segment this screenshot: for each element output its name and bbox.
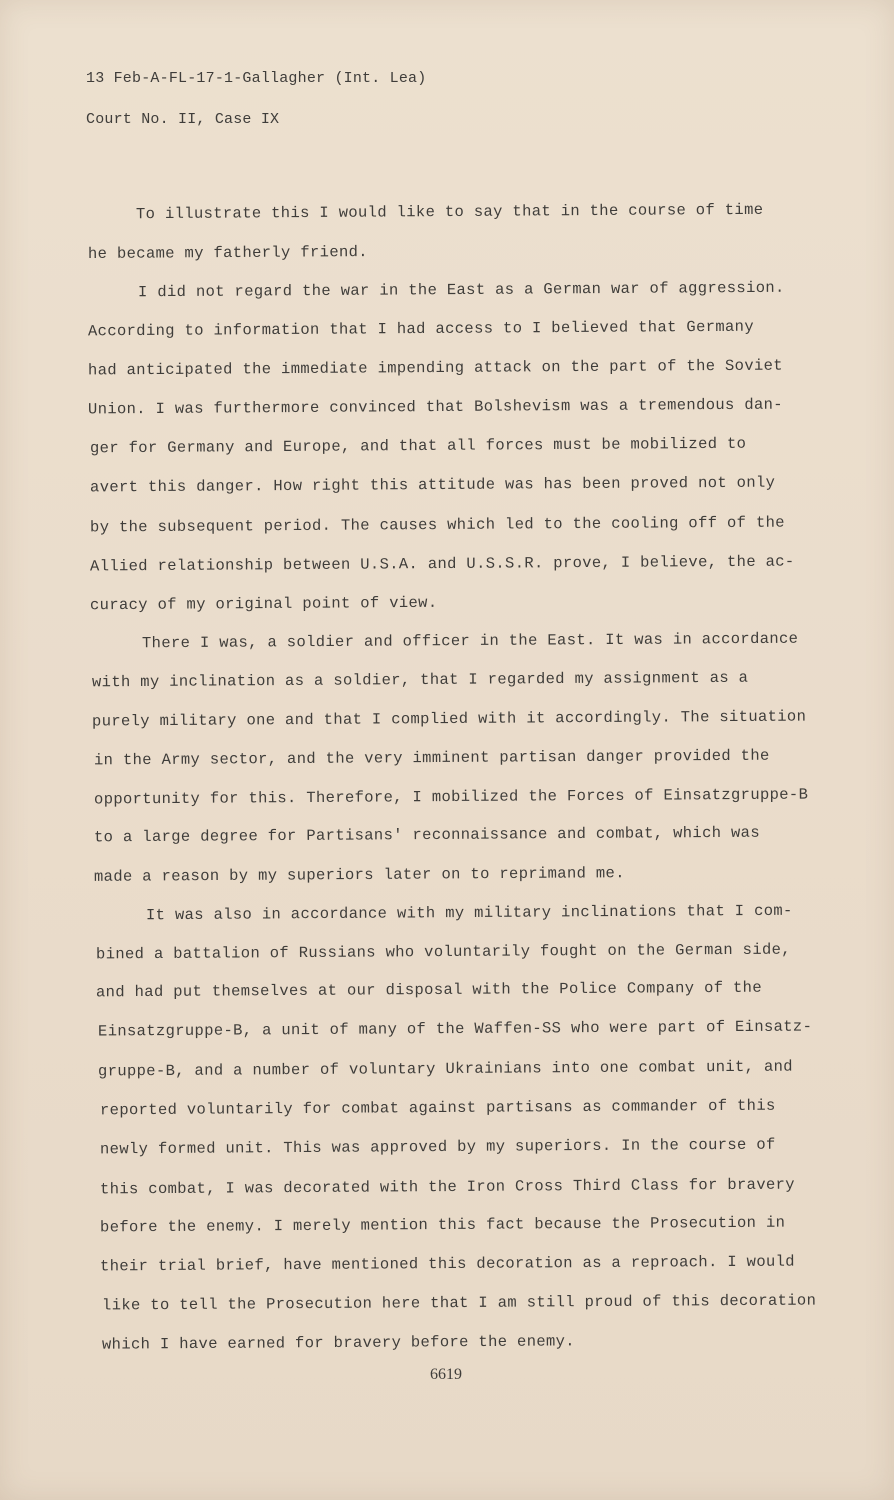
text-line: According to information that I had access to I believed that Germany bbox=[87, 317, 755, 341]
text-line: There I was, a soldier and officer in the East. It was in accordance bbox=[141, 629, 799, 653]
document-reference: 13 Feb-A-FL-17-1-Gallagher (Int. Lea) bbox=[86, 70, 427, 87]
text-line: Union. I was furthermore convinced that Bolshevism was a tremendous dan- bbox=[87, 395, 783, 419]
text-line: curacy of my original point of view. bbox=[89, 593, 438, 615]
text-line: and had put themselves at our disposal with the Police Company of the bbox=[95, 978, 763, 1002]
text-line: like to tell the Prosecution here that I am still proud of this decoration bbox=[101, 1291, 817, 1315]
text-line: made a reason by my superiors later on to reprimand me. bbox=[93, 864, 625, 886]
text-line: It was also in accordance with my military inclinations that I com- bbox=[145, 901, 793, 925]
text-line: before the enemy. I merely mention this fact because the Prosecution in bbox=[99, 1213, 786, 1237]
text-line: which I have earned for bravery before the enemy. bbox=[101, 1332, 575, 1354]
text-line: in the Army sector, and the very imminent partisan danger provided the bbox=[93, 746, 770, 770]
text-line: had anticipated the immediate impending attack on the part of the Soviet bbox=[87, 356, 783, 380]
text-line: To illustrate this I would like to say that in the course of time bbox=[135, 200, 764, 224]
text-line: I did not regard the war in the East as a German war of aggression. bbox=[137, 278, 785, 302]
text-line: newly formed unit. This was approved by my superiors. In the course of bbox=[99, 1135, 776, 1159]
text-line: opportunity for this. Therefore, I mobilized the Forces of Einsatzgruppe-B bbox=[93, 785, 809, 809]
text-line: gruppe-B, and a number of voluntary Ukrainians into one combat unit, and bbox=[97, 1057, 793, 1081]
text-line: avert this danger. How right this attitude was has been proved not only bbox=[89, 473, 776, 497]
text-line: purely military one and that I complied with it accordingly. The situation bbox=[91, 707, 807, 731]
text-line: bined a battalion of Russians who voluntarily fought on the German side, bbox=[95, 940, 791, 964]
text-line: with my inclination as a soldier, that I regarded my assignment as a bbox=[91, 668, 749, 692]
court-case-label: Court No. II, Case IX bbox=[86, 111, 280, 128]
page-number: 6619 bbox=[430, 1366, 462, 1383]
text-line: reported voluntarily for combat against partisans as commander of this bbox=[99, 1096, 776, 1120]
text-line: to a large degree for Partisans' reconnaissance and combat, which was bbox=[93, 823, 761, 847]
text-line: this combat, I was decorated with the Iron Cross Third Class for bravery bbox=[99, 1175, 795, 1199]
text-line: ger for Germany and Europe, and that all forces must be mobilized to bbox=[89, 434, 747, 458]
text-line: their trial brief, have mentioned this decoration as a reproach. I would bbox=[99, 1252, 795, 1276]
text-line: Einsatzgruppe-B, a unit of many of the Waffen-SS who were part of Einsatz- bbox=[97, 1017, 813, 1041]
text-line: Allied relationship between U.S.A. and U.S.S.R. prove, I believe, the ac- bbox=[89, 552, 795, 576]
text-line: by the subsequent period. The causes which led to the cooling off of the bbox=[89, 513, 785, 537]
text-line: he became my fatherly friend. bbox=[87, 243, 368, 263]
